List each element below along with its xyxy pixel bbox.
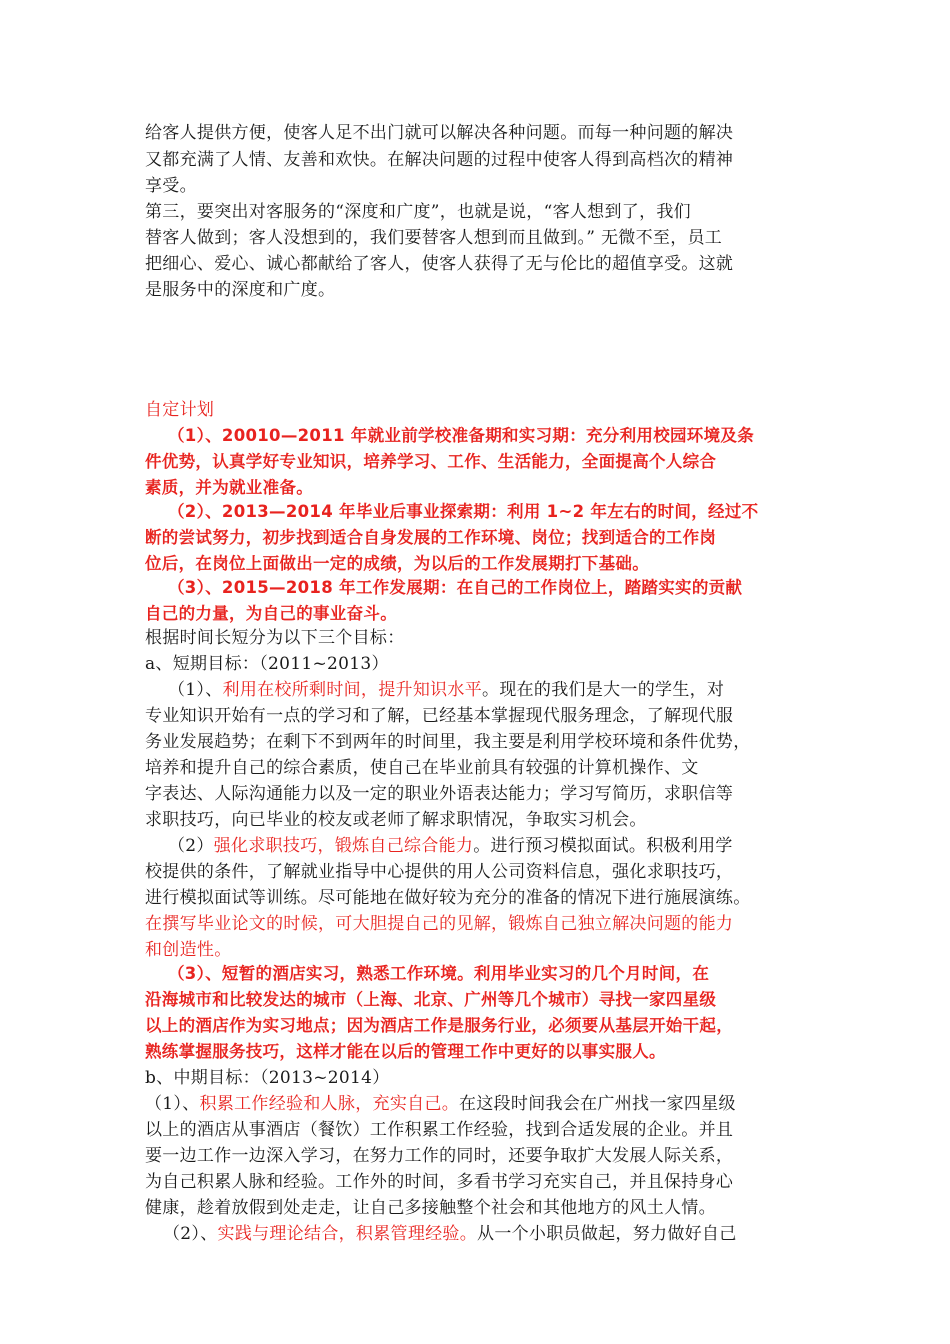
goal-line: 以上的酒店从事酒店（餐饮）工作积累工作经验，找到合适发展的企业。并且 [145, 1120, 734, 1140]
goal-prefix: （2） [168, 836, 214, 856]
plan-line: （3）、2015—2018 年工作发展期：在自己的工作岗位上，踏踏实实的贡献 [168, 578, 743, 597]
plan-line: 件优势，认真学好专业知识，培养学习、工作、生活能力，全面提高个人综合 [145, 452, 717, 471]
goal-emphasis: 实践与理论结合，积累管理经验。 [217, 1224, 478, 1244]
goal-prefix: （2）、 [163, 1224, 218, 1244]
plan-line: 位后，在岗位上面做出一定的成绩，为以后的工作发展期打下基础。 [145, 554, 649, 573]
goal-line [168, 678, 724, 702]
goal-emphasis: 积累工作经验和人脉，充实自己。 [199, 1094, 460, 1114]
body-line: 第三，要突出对客服务的“深度和广度”，也就是说，“客人想到了，我们 [145, 202, 691, 222]
goals-intro: 根据时间长短分为以下三个目标： [145, 628, 405, 648]
plan-line: （1）、20010—2011 年就业前学校准备期和实习期：充分利用校园环境及条 [168, 426, 755, 445]
body-line: 享受。 [145, 176, 197, 196]
goal-prefix: （1）、 [168, 680, 223, 700]
goal-line: 专业知识开始有一点的学习和了解，已经基本掌握现代服务理念，了解现代服 [145, 706, 734, 726]
goal-text: 在这段时间我会在广州找一家四星级 [459, 1094, 736, 1114]
goal-heading: a、短期目标：（2011~2013） [145, 654, 389, 674]
body-line: 替客人做到；客人没想到的，我们要替客人想到而且做到。” 无微不至，员工 [145, 228, 723, 248]
goal-text: 。现在的我们是大一的学生，对 [482, 680, 725, 700]
goal-line: 为自己积累人脉和经验。工作外的时间，多看书学习充实自己，并且保持身心 [145, 1172, 734, 1192]
plan-title: 自定计划 [145, 400, 215, 420]
goal-line [168, 834, 733, 858]
goal-line: 求职技巧，向已毕业的校友或老师了解求职情况，争取实习机会。 [145, 810, 647, 830]
goal-emphasis: 强化求职技巧，锻炼自己综合能力 [213, 836, 474, 856]
body-line: 把细心、爱心、诚心都献给了客人，使客人获得了无与伦比的超值享受。这就 [145, 254, 734, 274]
goal-line: （3）、短暂的酒店实习，熟悉工作环境。利用毕业实习的几个月时间，在 [168, 964, 710, 983]
goal-heading: b、中期目标：（2013~2014） [145, 1068, 390, 1088]
goal-line [163, 1222, 737, 1246]
plan-line: 断的尝试努力，初步找到适合自身发展的工作环境、岗位；找到适合的工作岗 [145, 528, 717, 547]
goal-line: 健康，趁着放假到处走走，让自己多接触整个社会和其他地方的风土人情。 [145, 1198, 716, 1218]
plan-line: 素质，并为就业准备。 [145, 478, 313, 497]
goal-text: 。进行预习模拟面试。积极利用学 [473, 836, 733, 856]
goal-prefix: （1）、 [145, 1094, 200, 1114]
plan-line: 自己的力量，为自己的事业奋斗。 [145, 604, 397, 623]
plan-line: （2）、2013—2014 年毕业后事业探索期：利用 1~2 年左右的时间，经过不 [168, 502, 759, 521]
goal-line: 熟练掌握服务技巧，这样才能在以后的管理工作中更好的以事实服人。 [145, 1042, 666, 1061]
goal-line: 进行模拟面试等训练。尽可能地在做好较为充分的准备的情况下进行施展演练。 [145, 888, 751, 908]
goal-line: 沿海城市和比较发达的城市（上海、北京、广州等几个城市）寻找一家四星级 [145, 990, 717, 1009]
goal-emphasis: 利用在校所剩时间，提升知识水平 [222, 680, 483, 700]
goal-line: 培养和提升自己的综合素质，使自己在毕业前具有较强的计算机操作、文 [145, 758, 699, 778]
goal-text: 从一个小职员做起，努力做好自己 [477, 1224, 737, 1244]
goal-line: 字表达、人际沟通能力以及一定的职业外语表达能力；学习写简历，求职信等 [145, 784, 734, 804]
goal-line: 校提供的条件，了解就业指导中心提供的用人公司资料信息，强化求职技巧， [145, 862, 734, 882]
goal-line: 要一边工作一边深入学习，在努力工作的同时，还要争取扩大发展人际关系， [145, 1146, 734, 1166]
body-line: 又都充满了人情、友善和欢快。在解决问题的过程中使客人得到高档次的精神 [145, 150, 734, 170]
goal-line: 务业发展趋势；在剩下不到两年的时间里，我主要是利用学校环境和条件优势， [145, 732, 751, 752]
body-line: 是服务中的深度和广度。 [145, 280, 336, 300]
goal-line [145, 1092, 736, 1116]
goal-line: 在撰写毕业论文的时候，可大胆提自己的见解，锻炼自己独立解决问题的能力 [145, 914, 734, 934]
body-line: 给客人提供方便，使客人足不出门就可以解决各种问题。而每一种问题的解决 [145, 123, 734, 143]
goal-line: 以上的酒店作为实习地点；因为酒店工作是服务行业，必须要从基层开始干起， [145, 1016, 733, 1035]
goal-line: 和创造性。 [145, 940, 232, 960]
